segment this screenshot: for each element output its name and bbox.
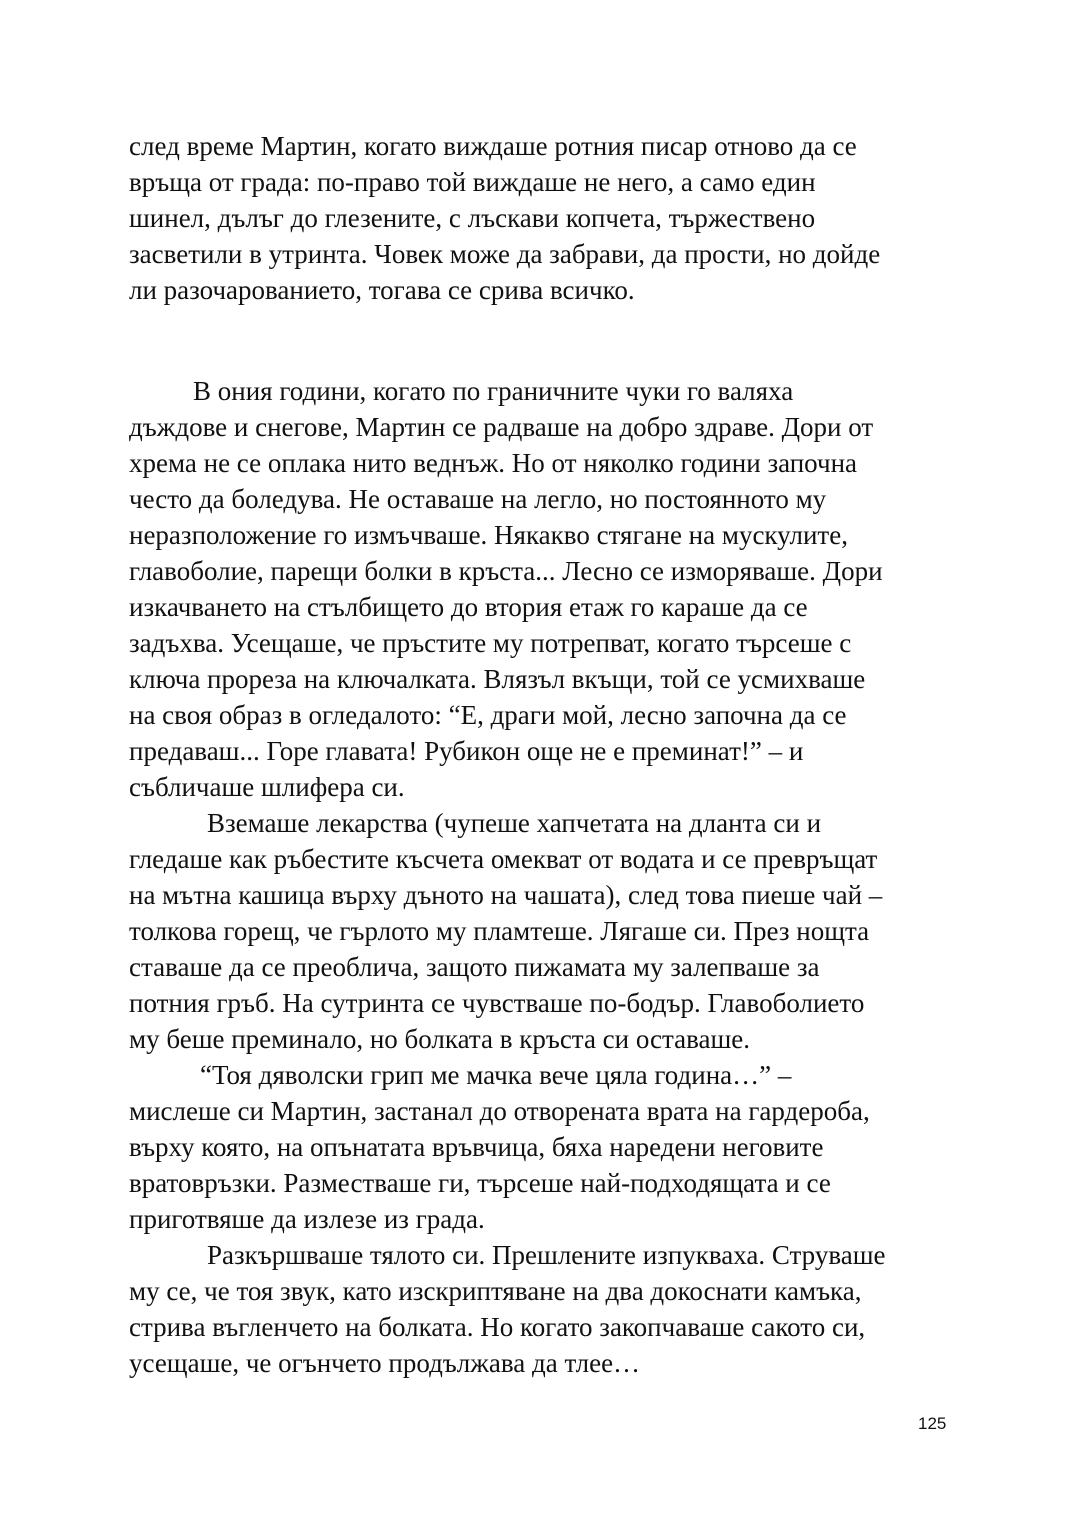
text-line: ли разочарованието, тогава се срива всичко. xyxy=(129,275,635,305)
text-line: предаваш... Горе главата! Рубикон още не е преминат!” – и xyxy=(129,736,804,766)
text-line: дъждове и снегове, Мартин се радваше на добро здраве. Дори от xyxy=(129,412,874,442)
text-line: гледаше как ръбестите късчета омекват от водата и се превръщат xyxy=(129,844,878,874)
text-line: главоболие, парещи болки в кръста... Лесно се изморяваше. Дори xyxy=(129,556,883,586)
text-line: потния гръб. На сутринта се чувстваше по-бодър. Главоболието xyxy=(129,988,865,1018)
text-line: неразположение го измъчваше. Някакво стягане на мускулите, xyxy=(129,520,848,550)
text-line: ставаше да се преоблича, защото пижамата му залепваше за xyxy=(129,952,820,982)
text-line: “Тоя дяволски грип ме мачка вече цяла година…” – xyxy=(200,1060,792,1090)
text-line: хрема не се оплака нито веднъж. Но от няколко години започна xyxy=(129,448,857,478)
text-line: върху която, на опънатата връвчица, бяха наредени неговите xyxy=(129,1132,824,1162)
text-line: му се, че тоя звук, като изскриптяване на два докоснати камъка, xyxy=(129,1276,862,1306)
text-line: Разкършваше тялото си. Прешлените изпукваха. Струваше xyxy=(207,1240,886,1270)
text-line: мислеше си Мартин, застанал до отворената врата на гардероба, xyxy=(129,1096,870,1126)
text-line: толкова горещ, че гърлото му пламтеше. Лягаше си. През нощта xyxy=(129,916,870,946)
text-line: на своя образ в огледалото: “Е, драги мой, лесно започна да се xyxy=(129,700,847,730)
text-line: често да боледува. Не оставаше на легло, но постоянното му xyxy=(129,484,827,514)
text-line: му беше преминало, но болката в кръста си оставаше. xyxy=(129,1024,751,1054)
text-line: след време Мартин, когато виждаше ротния писар отново да се xyxy=(129,131,857,161)
text-line: приготвяше да излезе из града. xyxy=(129,1204,485,1234)
text-line: В ония години, когато по граничните чуки го валяха xyxy=(193,376,794,406)
text-line: изкачването на стълбището до втория етаж го караше да се xyxy=(129,592,808,622)
text-line: засветили в утринта. Човек може да забрави, да прости, но дойде xyxy=(129,239,881,269)
text-line: стрива въгленчето на болката. Но когато закопчаваше сакото си, xyxy=(129,1312,866,1342)
text-line: Вземаше лекарства (чупеше хапчетата на дланта си и xyxy=(207,808,822,838)
text-line: усещаше, че огънчето продължава да тлее… xyxy=(129,1348,641,1378)
text-line: шинел, дълъг до глезените, с лъскави копчета, тържествено xyxy=(129,203,816,233)
text-line: вратовръзки. Разместваше ги, търсеше най-подходящата и се xyxy=(129,1168,831,1198)
text-line: събличаше шлифера си. xyxy=(129,772,405,802)
text-line: на мътна кашица върху дъното на чашата), след това пиеше чай – xyxy=(129,880,883,910)
page-number: 125 xyxy=(918,1414,947,1433)
text-line: ключа прореза на ключалката. Влязъл вкъщи, той се усмихваше xyxy=(129,664,866,694)
text-line: задъхва. Усещаше, че пръстите му потрепват, когато търсеше с xyxy=(129,628,852,658)
text-line: връща от града: по-право той виждаше не него, а само един xyxy=(129,167,816,197)
